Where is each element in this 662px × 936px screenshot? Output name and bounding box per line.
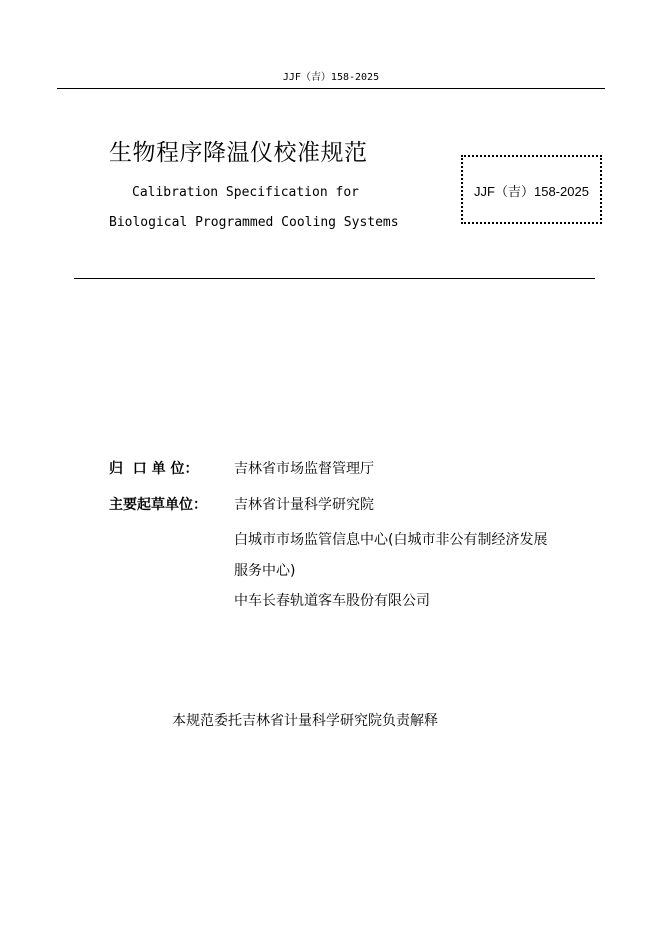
- document-code-box: [461, 155, 602, 224]
- title-divider: [74, 278, 595, 279]
- title-english-line-1: Calibration Specification for: [132, 185, 359, 200]
- header-document-code: JJF（吉）158-2025: [282, 72, 380, 83]
- drafting-unit-item: 服务中心): [234, 563, 296, 579]
- header-divider: [57, 88, 605, 89]
- authority-value: 吉林省市场监督管理厅: [234, 461, 374, 477]
- authority-label: 归 口 单 位：: [109, 461, 199, 477]
- interpretation-note: 本规范委托吉林省计量科学研究院负责解释: [172, 713, 438, 729]
- drafting-unit-item: 白城市市场监管信息中心(白城市非公有制经济发展: [234, 532, 548, 548]
- drafting-units-label: 主要起草单位：: [109, 497, 207, 513]
- drafting-unit-item: 中车长春轨道客车股份有限公司: [234, 593, 430, 609]
- title-chinese: 生物程序降温仪校准规范: [109, 140, 368, 166]
- drafting-unit-item: 吉林省计量科学研究院: [234, 497, 374, 513]
- document-code-box-text: JJF（吉）158-2025: [474, 184, 589, 199]
- title-english-line-2: Biological Programmed Cooling Systems: [109, 215, 399, 230]
